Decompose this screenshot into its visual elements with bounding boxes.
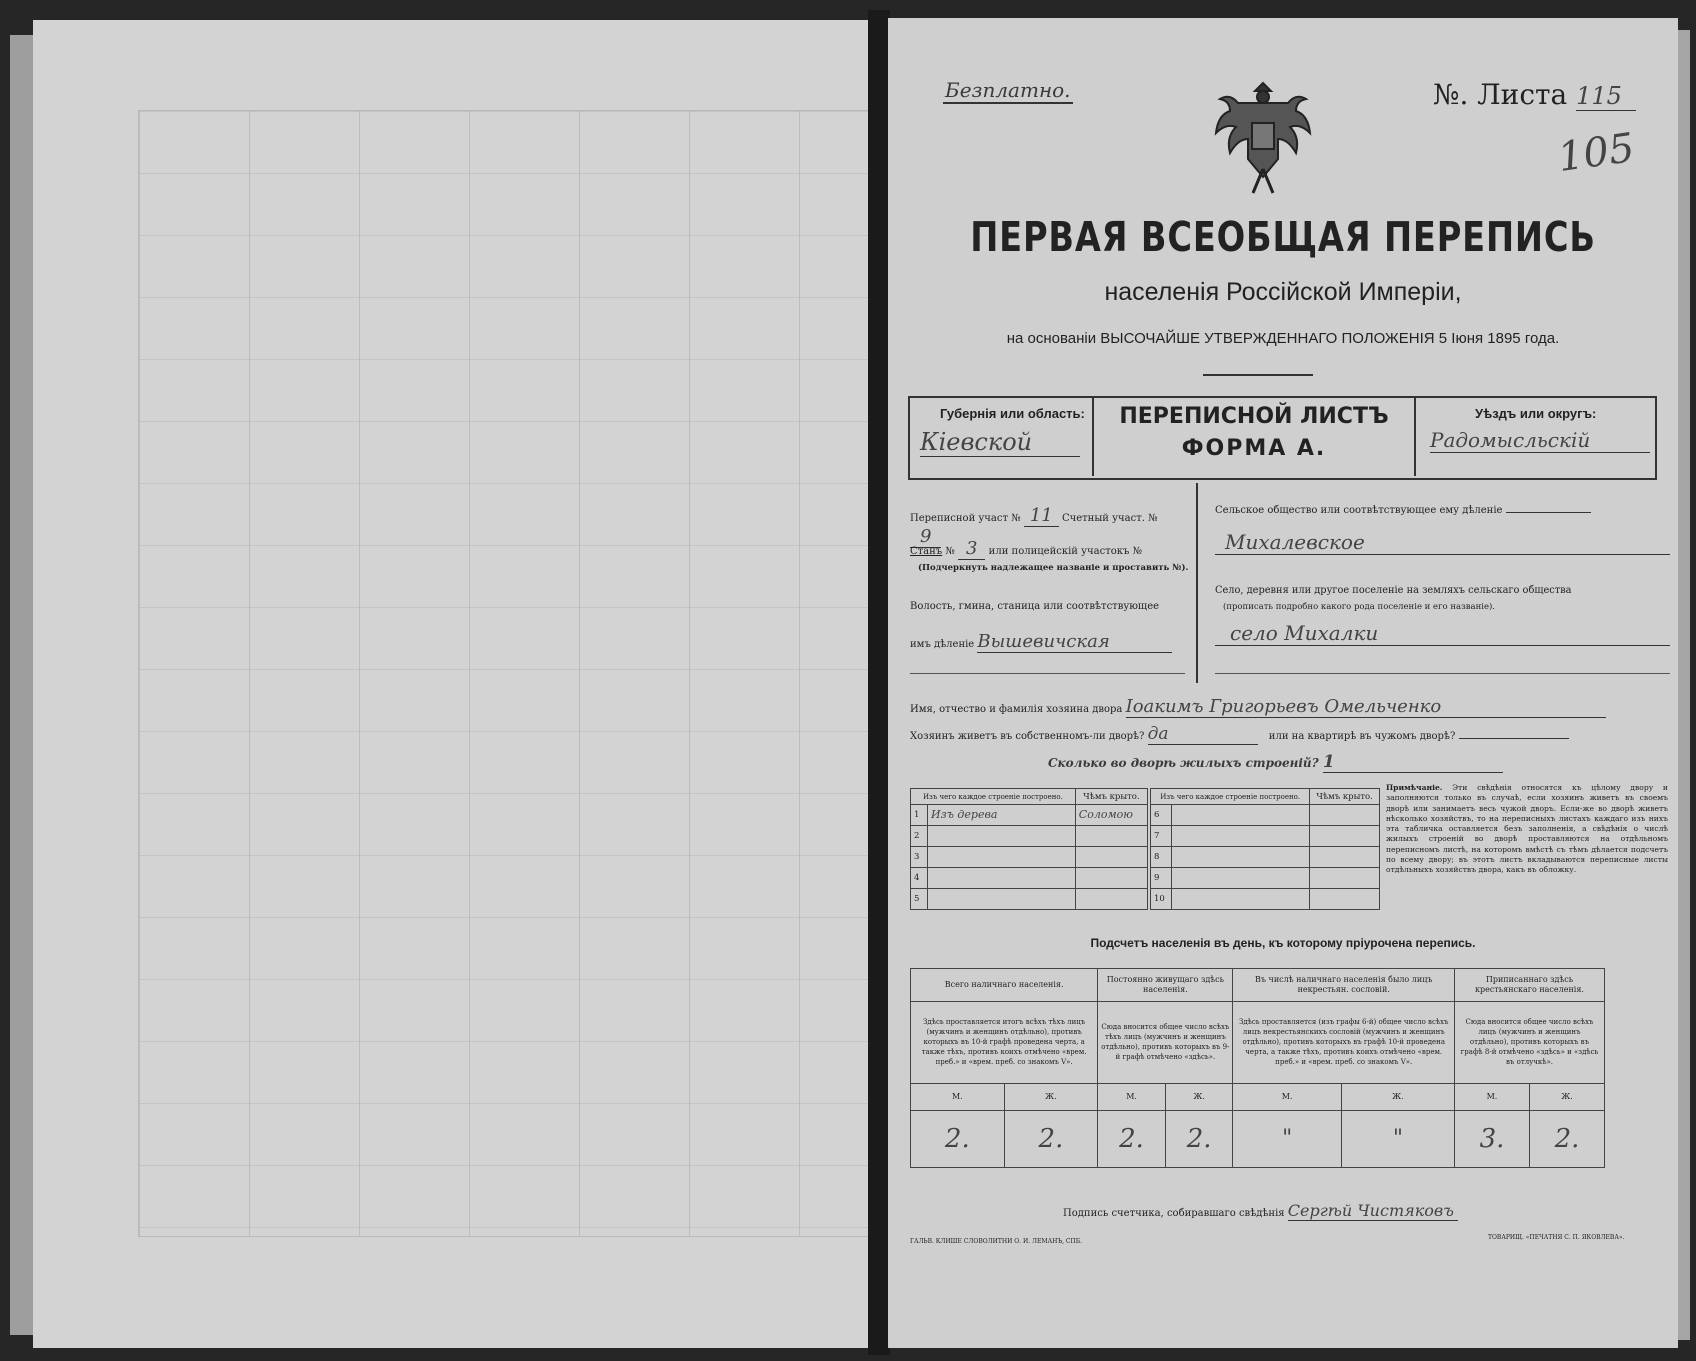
roof-cell: Соломою	[1075, 805, 1147, 826]
roof-header-right: Чѣмъ крыто.	[1310, 789, 1380, 805]
buildings-value: 1	[1323, 752, 1503, 773]
sheet-number-label: №. Листа	[1433, 78, 1568, 111]
ornament-divider	[1203, 374, 1313, 376]
form-header-box	[908, 396, 1657, 480]
material-cell	[928, 868, 1076, 889]
right-imprint: ТОВАРИЩ. «ПЕЧАТНЯ С. П. ЯКОВЛЕВА».	[1488, 1234, 1625, 1241]
non-peasant-male: "	[1233, 1110, 1341, 1167]
row-number: 2	[911, 826, 928, 847]
row-number: 10	[1151, 889, 1172, 910]
own-yard-value: да	[1148, 724, 1258, 745]
roof-cell	[1310, 847, 1380, 868]
table-row	[911, 868, 1148, 889]
table-row	[1151, 868, 1380, 889]
society-value: Михалевское	[1215, 530, 1670, 555]
material-cell	[1172, 889, 1310, 910]
subtitle: населенія Россійской Имперіи,	[1104, 278, 1462, 306]
stan-no-label: №	[945, 546, 955, 557]
signature-label: Подпись счетчика, собиравшаго свѣдѣнія	[1063, 1208, 1285, 1219]
census-form-page	[888, 18, 1678, 1348]
row-number: 5	[911, 889, 928, 910]
buildings-table-left	[910, 788, 1148, 910]
f-label: Ж.	[1341, 1083, 1454, 1110]
left-page-grid	[138, 110, 870, 1237]
village-value: село Михалки	[1215, 621, 1670, 646]
material-cell	[1172, 826, 1310, 847]
stan-label: Станъ	[910, 546, 943, 557]
material-cell	[1172, 805, 1310, 826]
table-row	[911, 847, 1148, 868]
col-header-registered-peasant: Приписаннаго здѣсь крестьянскаго населенія.	[1454, 969, 1604, 1002]
m-label: М.	[911, 1083, 1005, 1110]
m-label: М.	[1233, 1083, 1341, 1110]
census-district-no-label: №	[1011, 513, 1021, 524]
underline-note: (Подчеркнуть надлежащее названіе и проставить №).	[918, 563, 1189, 573]
material-cell	[1172, 847, 1310, 868]
sheet-number-value: 115	[1576, 82, 1636, 111]
book-spine	[868, 10, 890, 1355]
table-row	[1151, 826, 1380, 847]
table-row	[911, 889, 1148, 910]
form-title: ПЕРЕПИСНОЙ ЛИСТЪ	[1119, 404, 1389, 429]
guberniya-value: Кіевской	[920, 428, 1080, 457]
police-no-label: №	[1132, 546, 1143, 557]
society-label: Сельское общество или соотвѣтствующее ему дѣленіе	[1215, 505, 1503, 516]
signature-row	[1063, 1201, 1458, 1221]
count-district-label: Счетный участ.	[1061, 513, 1145, 524]
row-number: 6	[1151, 805, 1172, 826]
left-page	[33, 20, 870, 1348]
stan-row	[910, 538, 1195, 559]
roof-cell	[1310, 889, 1380, 910]
material-header-left: Изъ чего каждое строеніе построено.	[911, 789, 1076, 805]
permanent-male: 2.	[1098, 1110, 1166, 1167]
own-yard-row	[910, 724, 1670, 745]
peasant-female: 2.	[1529, 1110, 1604, 1167]
buildings-row	[1048, 752, 1503, 773]
owner-row	[910, 696, 1670, 718]
col-desc-permanent: Сюда вносится общее число всѣхъ тѣхъ лицъ (мужчинъ и женщинъ отдѣльно), противъ которыхъ въ 9-й графѣ отмѣчено «здѣсь».	[1098, 1001, 1233, 1083]
table-row	[911, 805, 1148, 826]
basis-line: на основаніи ВЫСОЧАЙШЕ УТВЕРЖДЕННАГО ПОЛОЖЕНІЯ 5 Іюня 1895 года.	[1006, 330, 1560, 347]
col-header-non-peasant: Въ числѣ наличнаго населенія было лицъ некрестьян. сословій.	[1233, 969, 1455, 1002]
count-district-no-label: №	[1148, 513, 1158, 524]
buildings-table-right	[1150, 788, 1380, 910]
col-desc-registered-peasant: Сюда вносится общее число всѣхъ лицъ (мужчинъ и женщинъ отдѣльно), противъ которыхъ въ графѣ 8-й отмѣчено «здѣсь» и «здѣсь въ отлучкѣ».	[1454, 1001, 1604, 1083]
buildings-label: Сколько во дворѣ жилыхъ строеній?	[1048, 756, 1319, 770]
row-number: 7	[1151, 826, 1172, 847]
population-table	[910, 968, 1605, 1168]
roof-cell	[1075, 847, 1147, 868]
own-yard-label: Хозяинъ живетъ въ собственномъ-ли дворѣ?	[910, 731, 1145, 742]
row-number: 3	[911, 847, 928, 868]
non-peasant-female: "	[1341, 1110, 1454, 1167]
volost-row	[910, 631, 1190, 653]
f-label: Ж.	[1165, 1083, 1233, 1110]
society-row	[1215, 505, 1665, 516]
fields-divider	[1196, 483, 1198, 683]
sheet-number-handwritten: 105	[1555, 124, 1638, 182]
table-row	[1151, 805, 1380, 826]
owner-value: Іоакимъ Григорьевъ Омельченко	[1126, 696, 1606, 718]
col-desc-non-peasant: Здѣсь проставляется (изъ графы 6-й) общее число всѣхъ лицъ некрестьянскихъ сословій (мужчинъ и женщинъ отдѣльно), противъ которыхъ въ графѣ 10-й проведена черта, а также тѣхъ, противъ коихъ отмѣчено «врем. преб.» и «врем. преб. со знакомъ V».	[1233, 1001, 1455, 1083]
form-title-box	[1092, 396, 1416, 476]
free-label: Безплатно.	[945, 78, 1071, 102]
rented-label: или на квартирѣ въ чужомъ дворѣ?	[1268, 731, 1456, 742]
volost-extra-line	[910, 673, 1185, 674]
roof-cell	[1310, 826, 1380, 847]
imperial-eagle-icon	[1208, 73, 1318, 201]
permanent-female: 2.	[1165, 1110, 1233, 1167]
peasant-male: 3.	[1454, 1110, 1529, 1167]
roof-cell	[1075, 826, 1147, 847]
f-label: Ж.	[1004, 1083, 1098, 1110]
material-header-right: Изъ чего каждое строеніе построено.	[1151, 789, 1310, 805]
material-cell	[928, 889, 1076, 910]
m-label: М.	[1098, 1083, 1166, 1110]
uezd-label: Уѣздъ или округъ:	[1475, 406, 1597, 421]
total-male: 2.	[911, 1110, 1005, 1167]
form-subtitle: ФОРМА А.	[1181, 436, 1327, 461]
volost-label: Волость, гмина, станица или соотвѣтствующее	[910, 601, 1160, 612]
col-header-total: Всего наличнаго населенія.	[911, 969, 1098, 1002]
volost-value: Вышевичская	[977, 631, 1172, 653]
material-cell	[928, 826, 1076, 847]
roof-header-left: Чѣмъ крыто.	[1075, 789, 1147, 805]
note-title: Примѣчаніе.	[1386, 783, 1443, 792]
m-label: М.	[1454, 1083, 1529, 1110]
row-number: 8	[1151, 847, 1172, 868]
material-cell	[1172, 868, 1310, 889]
total-female: 2.	[1004, 1110, 1098, 1167]
uezd-value: Радомысльскій	[1430, 428, 1650, 453]
census-district-value: 11	[1024, 505, 1059, 527]
sheet-number	[1433, 78, 1636, 111]
count-district-value: 9	[910, 526, 941, 548]
f-label: Ж.	[1529, 1083, 1604, 1110]
left-imprint: ГАЛЬВ. КЛИШЕ СЛОВОЛИТНИ О. И. ЛЕМАНЪ, СПБ.	[910, 1238, 1083, 1245]
roof-cell	[1310, 868, 1380, 889]
table-row	[1151, 889, 1380, 910]
note-text: Эти свѣдѣнія относятся къ цѣлому двору и заполняются только въ случаѣ, если хозяинъ живетъ въ своемъ дворѣ или занимаетъ весь чужой дворъ. Если-же во дворѣ живетъ нѣсколько хозяйствъ, то на переписныхъ листахъ каждаго изъ нихъ эта табличка оставляется безъ заполненія, а свѣдѣнія о числѣ жилыхъ строеній во дворѣ проставляются на отдѣльномъ переписномъ листѣ, на которомъ вмѣстѣ съ тѣмъ дѣлается подсчетъ по всему двору; въ этотъ листъ вкладываются переписные листы отдѣльныхъ хозяйствъ двора, какъ въ обложку.	[1386, 783, 1668, 875]
village-extra-line	[1215, 673, 1670, 674]
main-title: ПЕРВАЯ ВСЕОБЩАЯ ПЕРЕПИСЬ	[970, 213, 1596, 261]
roof-cell	[1075, 889, 1147, 910]
material-cell: Изъ дерева	[928, 805, 1076, 826]
table-row	[911, 826, 1148, 847]
volost-label-2: имъ дѣленіе	[910, 639, 975, 650]
col-desc-total: Здѣсь проставляется итогъ всѣхъ тѣхъ лицъ (мужчинъ и женщинъ отдѣльно), противъ которыхъ въ 10-й графѣ проведена черта, а также тѣхъ, противъ коихъ отмѣчено «врем. преб.» и «врем. преб. со знакомъ V».	[911, 1001, 1098, 1083]
village-note: (прописать подробно какого рода поселеніе и его названіе).	[1223, 602, 1495, 612]
police-label: или полицейскій участокъ	[988, 546, 1130, 557]
row-number: 4	[911, 868, 928, 889]
row-number: 1	[911, 805, 928, 826]
village-label: Село, деревня или другое поселеніе на земляхъ сельскаго общества	[1215, 585, 1572, 596]
census-district-label: Переписной участ	[910, 513, 1009, 524]
roof-cell	[1075, 868, 1147, 889]
material-cell	[928, 847, 1076, 868]
col-header-permanent: Постоянно живущаго здѣсь населенія.	[1098, 969, 1233, 1002]
roof-cell	[1310, 805, 1380, 826]
row-number: 9	[1151, 868, 1172, 889]
buildings-note	[1386, 783, 1668, 876]
owner-label: Имя, отчество и фамилія хозяина двора	[910, 704, 1123, 715]
guberniya-label: Губернія или область:	[940, 406, 1085, 421]
population-title: Подсчетъ населенія въ день, къ которому пріурочена перепись.	[1090, 936, 1476, 950]
table-row	[1151, 847, 1380, 868]
signature-value: Сергѣй Чистяковъ	[1288, 1201, 1458, 1221]
stan-value: 3	[958, 538, 985, 560]
